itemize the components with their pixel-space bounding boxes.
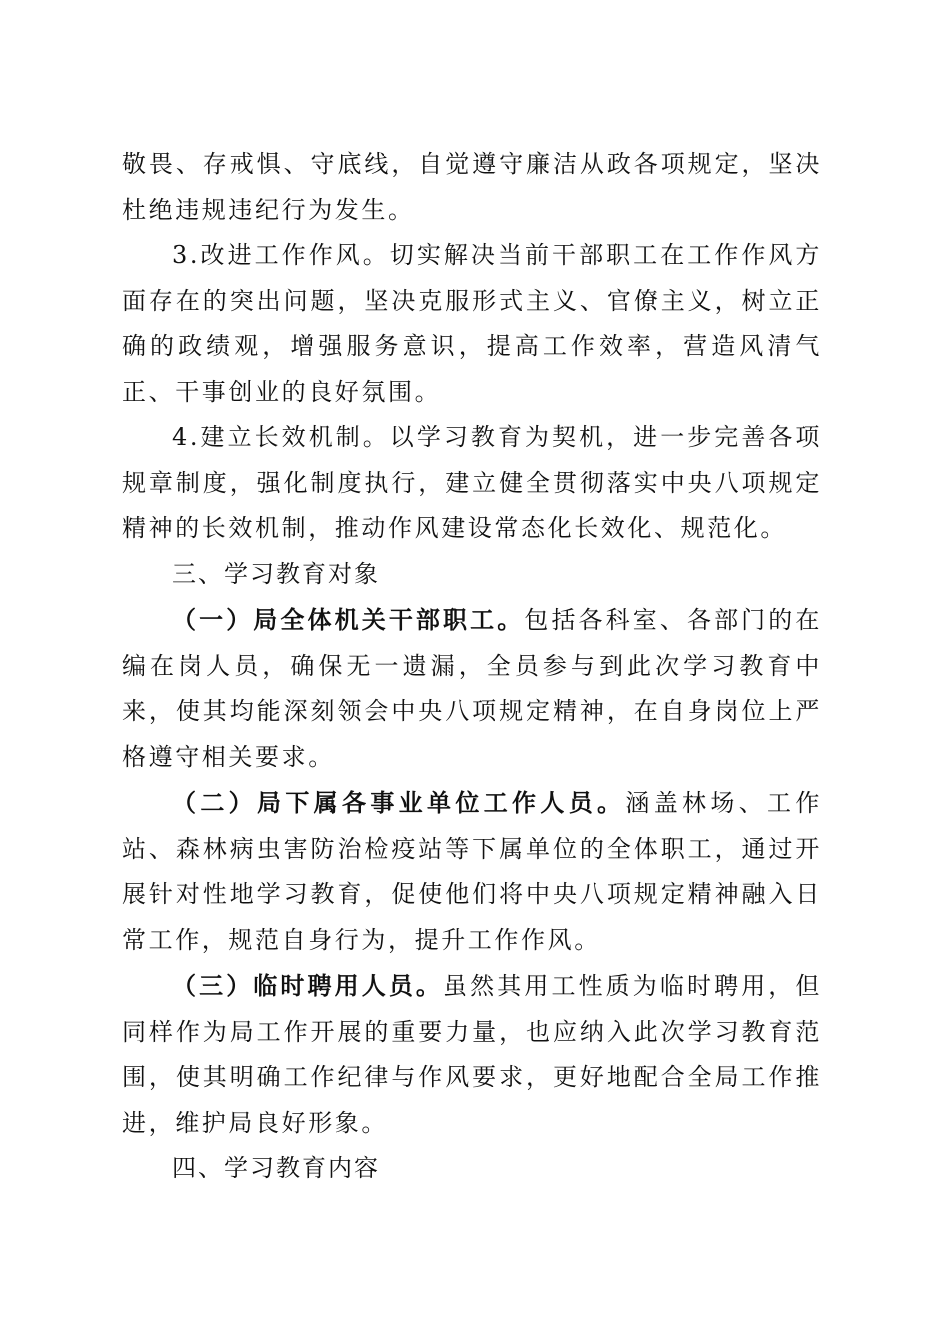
paragraph-item-4: 4.建立长效机制。以学习教育为契机，进一步完善各项规章制度，强化制度执行，建立健全贯彻落实中央八项规定精神的长效机制，推动作风建设常态化长效化、规范化。 xyxy=(122,423,822,542)
section-three-item-2 xyxy=(122,780,822,963)
section-heading-three: 三、学习教育对象 xyxy=(172,559,380,588)
section-three-item-3 xyxy=(122,963,822,1146)
paragraph-continuation: 敬畏、存戒惧、守底线，自觉遵守廉洁从政各项规定，坚决杜绝违规违纪行为发生。 xyxy=(122,150,822,224)
section-three-item-1 xyxy=(122,597,822,780)
item-2-body: 涵盖林场、工作站、森林病虫害防治检疫站等下属单位的全体职工，通过开展针对性地学习教育，促使他们将中央八项规定精神融入日常工作，规范自身行为，提升工作作风。 xyxy=(122,789,822,954)
paragraph-item-3: 3.改进工作作风。切实解决当前干部职工在工作作风方面存在的突出问题，坚决克服形式主义、官僚主义，树立正确的政绩观，增强服务意识，提高工作效率，营造风清气正、干事创业的良好氛围。 xyxy=(122,241,822,406)
section-heading-four: 四、学习教育内容 xyxy=(172,1154,380,1182)
document-page xyxy=(122,142,822,1192)
item-1-body: 包括各科室、各部门的在编在岗人员，确保无一遗漏，全员参与到此次学习教育中来，使其均能深刻领会中央八项规定精神，在自身岗位上严格遵守相关要求。 xyxy=(122,606,822,771)
item-3-title: （三）临时聘用人员。 xyxy=(172,971,444,1000)
item-1-title: （一）局全体机关干部职工。 xyxy=(172,605,525,634)
item-3-body: 虽然其用工性质为临时聘用，但同样作为局工作开展的重要力量，也应纳入此次学习教育范围，使其明确工作纪律与作风要求，更好地配合全局工作推进，维护局良好形象。 xyxy=(122,972,822,1137)
item-2-title: （二）局下属各事业单位工作人员。 xyxy=(172,788,626,817)
